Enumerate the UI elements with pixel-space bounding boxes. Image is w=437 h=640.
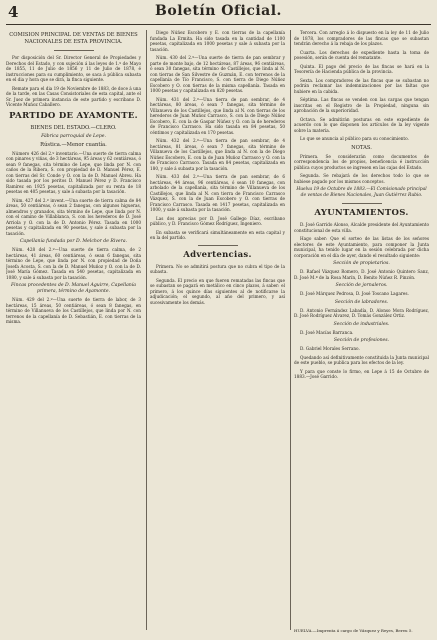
paragraph: Segunda. El precio en que fueren rematadas las fincas que se subastan se pagará en metálico en cinco plazos, á saber: el primero, á los quince días siguientes al de notificarse la adjudicación; el segundo, al año del primero, y así sucesivamente los demás. <box>150 277 285 305</box>
paragraph: En subasta se verificará simultáneamente en esta capital y en la del partido. <box>150 229 285 240</box>
page-number: 4 <box>8 3 19 21</box>
signature-line: Huelva 19 de Octubre de 1883.—El Comisionado principal de ventas de Bienes Nacionales, Juan Gutiérrez Rubio. <box>296 187 427 198</box>
column-divider-1 <box>146 30 147 630</box>
paragraph: D. José Márquez Pedrosa, D. José Toscano Lagares. <box>300 291 409 296</box>
paragraph: Sexta. Los compradores de las fincas que se subastan no podrán reclamar las indemnizaciones por las faltas que hubiere en la cabida. <box>294 77 429 94</box>
section-note: Fincas procedentes de D. Manuel Aguirre, Capellanía primera, término de Ayamonte. <box>11 283 136 294</box>
paragraph: D. Gabriel Morales Serrano. <box>300 346 360 351</box>
paragraph: Núm. 427 del 2.º invent.—Una suerte de tierra calma de 84 áreas, 50 centiáreas, ó sean 2 fanegas, con algunos higueras, almendros y granados, sita término de Lepe, que linda por N. con el camino de Villablanca, S. con los herederos de D. José Arriola y O. con la de D. Antonio Pérez. Tasada en 1000 pesetas y capitalizada en 90 pesetas, y sale á subasta por la tasación. <box>6 197 141 236</box>
section-rule <box>54 50 94 51</box>
paragraph: Remate para el dia 19 de Noviembre de 1883, de doce á una de la tarde, en las Casas Consistoriales de esta capital, ante el Sr. Juez de primera instancia de este partido y escribano D. Vicente Muñoz Caballero. <box>6 85 141 107</box>
paragraph: Cuarta. Los derechos de expediente hasta la toma de posesión, serán de cuenta del rematante. <box>294 49 429 60</box>
paragraph: D. José Macías Barranca. <box>300 329 354 335</box>
paragraph: D. José Garrido Alonso, Alcalde presidente del Ayuntamiento constitucional de esta villa. <box>294 222 429 233</box>
column-1 <box>6 30 141 630</box>
column-2 <box>150 30 285 630</box>
paragraph: Hago saber: Que el sorteo de las listas de los señores electores de este Ayuntamiento, para componer la Junta municipal, ha tenido lugar en la sesión celebrada por dicha corporación en el día de ayer, dando el resultado siguiente: <box>294 236 429 258</box>
column-3 <box>294 30 429 630</box>
town-heading: PARTIDO DE AYAMONTE. <box>9 110 138 121</box>
section-note: Sección de industriales. <box>333 321 390 327</box>
section-note: Sección de profesiones. <box>333 338 390 343</box>
paragraph: Primera. Se considerarán como documentos de correspondencia los de propios, beneficencia é instrucción pública cuyos productos se ingresen en las cajas del Estado. <box>294 153 429 170</box>
section-rule <box>198 245 238 246</box>
section-rule <box>342 203 382 204</box>
paragraph: Quinta. El pago del precio de las fincas se hará en la Tesorería de Hacienda pública de la provincia. <box>294 63 429 74</box>
page-header <box>0 0 437 28</box>
section-note: Sección de propietarios. <box>333 261 390 266</box>
paragraph: Y para que conste lo firmo, en Lepe á 15 de Octubre de 1883.—José Garrido. <box>294 368 429 379</box>
council-heading: AYUNTAMIENTOS. <box>314 208 409 218</box>
paragraph: Quedando así definitivamente constituida la Junta municipal de este pueblo, se publica para los efectos de la ley. <box>294 354 429 365</box>
section-note: Capellanía fundada por D. Melchor de Rivera. <box>19 239 128 244</box>
paragraph: Núm. 432 del 2.º—Una tierra de pan sembrar, de 4 hectáreas, 81 áreas, ó sean 7 fanegas, sita término de Villanueva de los Castillejos, que linda al N. con la de Diego Núñez Escobero, E. con la de Juan Muñoz Carrasco y O. con la de Francisco Carrasco. Tasada en 84 pesetas, capitalizada en 180, y sale á subasta por la tasación. <box>150 138 285 171</box>
paragraph: Núm. 428 del 2.º—Una suerte de tierra calma, de 2 hectáreas, 41 áreas, 60 centiáreas, ó sean 6 fanegas, sita término de Lepe, que linda por N. con propiedad de Doña Josefa Acosta, S. con la de D. Manuel Muñoz y O. con la de D. José María Gómez. Tasada en 540 pesetas, capitalizada en 1080, y sale á subasta por la tasación. <box>6 247 141 280</box>
sub-heading: BIENES DEL ESTADO.—CLERO. <box>30 124 117 131</box>
printer-footer: HUELVA.—Imprenta á cargo de Vázquez y Reyes, Bereu 5. <box>294 628 413 633</box>
commission-heading: COMISION PRINCIPAL DE VENTAS DE BIENES NACIONALES DE ESTA PROVINCIA. <box>9 32 138 45</box>
paragraph: Núm. 429 del 2.º—Una suerte de tierra de labor, de 3 hectáreas, 15 áreas, 50 centiáreas, ó sean 8 fanegas, en término de Villanueva de los Castillejos, que linda por N. con terrenos de la capellanía de D. Sebastián, E. con tierras de la misma. <box>6 297 141 324</box>
paper-title: Boletín Oficial. <box>155 3 282 19</box>
category-heading: Rústica.—Menor cuantía. <box>40 141 107 148</box>
paragraph: Segunda. Se rebajará de los derechos todo lo que se hubiese pagado por los mismos conceptos. <box>294 173 429 184</box>
section-note: Sección de jornaleros. <box>335 283 388 288</box>
paragraph: Las dos aprecias por D. José Gallego Díaz, escribano público, y D. Francisco Gómez Rodríguez, Ingeniero. <box>150 215 285 226</box>
paragraph: Tercera. Con arreglo á lo dispuesto en la ley de 11 de Julio de 1878, los compradores de las fincas que se subastan tendrán derecho á la rebaja de los plazos. <box>294 30 429 46</box>
paragraph: Número 426 del 2.º inventario.—Una suerte de tierra calma con pinares y viñas, de 3 hectáreas, 95 áreas y 62 centiáreas, ó sean 9 fanegas, sita término de Lepe, que linda por N. con caños de la Ribera, S. con propiedad de D. Manuel Pérez, E. con tierras del Sr. Conde y O. con la de D. Manuel Abreu. Ha sido tasada por los peritos D. Manuel Pérez y D. Francisco Ramírez en 1925 pesetas, capitalizada por su renta de 18 pesetas en 405 pesetas, y sale á subasta por la tasación. <box>6 150 141 194</box>
paragraph: Primera. No se admitirá postura que no cubra el tipo de la subasta. <box>150 263 285 274</box>
section-note: Sección de labradores. <box>334 299 389 305</box>
column-divider-2 <box>290 30 291 630</box>
paragraph: Octava. Se admitirán posturas en este expediente de acuerdo con lo que disponen los artículos de la ley vigente sobre la materia. <box>294 116 429 133</box>
paragraph: Núm. 430 del 2.º—Una suerte de tierra de pan sembrar y parte de monte bajo, de 12 hectáreas, 87 áreas, 96 centiáreas, ó sean 30 fanegas, sita término de Castillejos, que linda al N. con tierras de San Silvestre de Guzmán, E. con terrenos de la capellanía de Tío Francisco, S. con tierra de Diego Núñez Escobero y O. con tierras de la misma capellanía. Tasada en 1000 pesetas y capitalizada en 820 pesetas. <box>150 55 285 93</box>
paragraph: D. Antonio Fernández Labadía, D. Alonso Mora Rodríguez, D. José Rodríguez Alvarez, D. Tomás González Ortiz. <box>294 307 429 318</box>
notes-heading: NOTAS. <box>351 144 372 151</box>
advertencias-heading: Advertencias. <box>183 249 252 260</box>
paragraph: Diego Núñez Escobero y E. con tierras de la capellanía fundada La Ermita. Ha sido tasada en la cantidad de 1100 pesetas, capitalizada en 1000 pesetas y sale á subasta por la tasación. <box>150 30 285 52</box>
header-rule <box>6 24 431 25</box>
paragraph: D. Rafael Vázquez Romero, D. José Antonio Quintero Sanz, D. José M.ª de la Rosa Marín, D. Benito Núñez R. Pinzón. <box>294 269 429 280</box>
paragraph: Séptima. Las fincas se venden con las cargas que tengan inscritas en el Registro de la Propiedad, ninguna sin aprobación de la superioridad. <box>294 97 429 113</box>
section-note: Fábrica parroquial de Lepe. <box>41 133 106 139</box>
paragraph: Núm. 433 del 2.º—Una tierra de pan sembrar, de 6 hectáreas, 44 áreas, 96 centiáreas, ó sean 10 fanegas, con arbolado de la capellanía, sita término de Villanueva de los Castillejos, que linda al N. con tierra de Francisco Carrasco Vázquez, S. con la de Juan Escobero y O. con tierras de Francisco Carrasco. Tasada en 1417 pesetas, capitalizada en 1000, y sale á subasta por la tasación. <box>150 174 285 212</box>
paragraph: Lo que se anuncia al público para su conocimiento. <box>300 136 409 141</box>
paragraph: Núm. 431 del 2.º—Una tierra de pan sembrar, de 4 hectáreas, 80 áreas, ó sean 7 fanegas, sita término de Villanueva de los Castillejos, que linda al N. con tierras de los herederos de Juan Muñoz Carrasco, S. con la de Diego Núñez Escobero, E. con la de Gaspar Núñez y O. con la de herederos de Francisco Carrasco. Ha sido tasada en 84 pesetas, 50 céntimos y capitalizada en 170 pesetas. <box>150 96 285 135</box>
paragraph: Por disposición del Sr. Director General de Propiedades y Derechos del Estado, y con sujeción á las leyes de 1.º de Mayo de 1855, 11 de Julio de 1856 y 11 de Julio de 1878, é instrucciones para su cumplimiento, se saca á pública subasta en el dia y hora que se dirá, la finca siguiente. <box>6 55 141 82</box>
